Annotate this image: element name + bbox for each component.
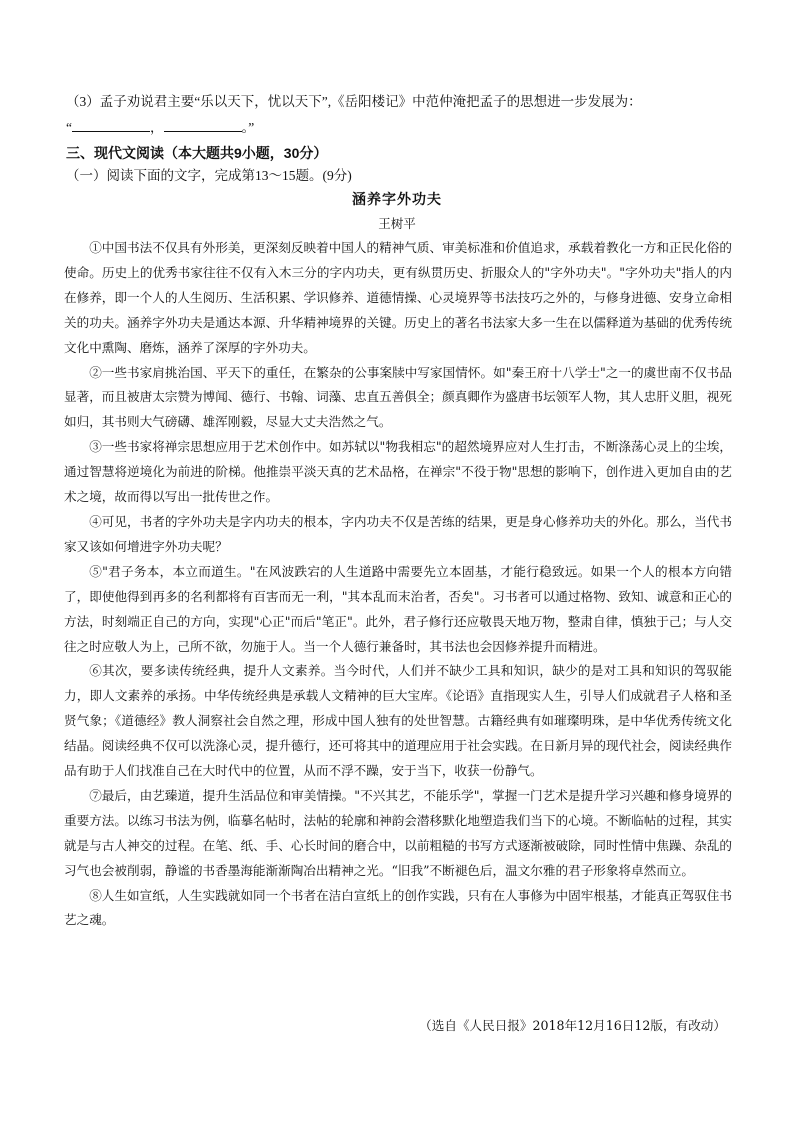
paragraph-3: ③一些书家将禅宗思想应用于艺术创作中。如苏轼以"物我相忘"的超然境界应对人生打击，不断涤荡心灵上的尘埃，通过智慧将逆境化为前进的阶梯。他推崇平淡天真的艺术品格，在禅宗"不役于物"思想的影响下，创作进入更加自由的艺术之境，故而得以写出一批传世之作。 xyxy=(64,439,732,505)
article-author: 王树平 xyxy=(378,216,416,231)
article-source: （选自《人民日报》2018年12月16日12版，有改动） xyxy=(419,1018,726,1033)
paragraph-8: ⑧人生如宣纸，人生实践就如同一个书者在洁白宣纸上的创作实践，只有在人事修为中固牢根基，才能真正驾驭住书艺之魂。 xyxy=(64,887,732,928)
question-3-prompt: （3）孟子劝说君主要“乐以天下，忧以天下”,《岳阳楼记》中范仲淹把孟子的思想进一步发展为： xyxy=(66,94,642,109)
paragraph-5: ⑤"君子务本，本立而道生。"在风波跌宕的人生道路中需要先立本固基，才能行稳致远。如果一个人的根本方向错了，即使他得到再多的名利都将有百害而无一利，"其本乱而末治者，否矣"。习书者可以通过格物、致知、诚意和正心的方法，时刻端正自己的方向，实现"心正"而后"笔正"。此外，君子修行还应敬畏天地万物，整肃自律，慎独于己；与人交往之时应敬人为上，己所不欲，勿施于人。当一个人德行兼备时，其书法也会因修养提升而精进。 xyxy=(64,563,732,654)
answer-blank-2[interactable] xyxy=(164,118,242,132)
answer-blank-1[interactable] xyxy=(72,118,150,132)
article-title: 涵养字外功夫 xyxy=(352,192,442,208)
question-3-answer-line xyxy=(66,117,736,138)
comma: ， xyxy=(150,120,164,135)
section-title: 三、现代文阅读（本大题共9小题，30分） xyxy=(66,145,328,161)
paragraph-1: ①中国书法不仅具有外形美，更深刻反映着中国人的精神气质、审美标准和价值追求，承载着教化一方和正民化俗的使命。历史上的优秀书家往往不仅有入木三分的字内功夫，更有纵贯历史、折服众人的"字外功夫"。"字外功夫"指人的内在修养，即一个人的人生阅历、生活积累、学识修养、道德情操、心灵境界等书法技巧之外的，与修身进德、安身立命相关的功夫。涵养字外功夫是通达本源、升华精神境界的关键。历史上的著名书法家大多一生在以儒释道为基础的优秀传统文化中熏陶、磨炼，涵养了深厚的字外功夫。 xyxy=(64,240,732,355)
paragraph-7: ⑦最后，由艺臻道，提升生活品位和审美情操。"不兴其艺，不能乐学"，掌握一门艺术是提升学习兴趣和修身境界的重要方法。以练习书法为例，临摹名帖时，法帖的轮廓和神韵会潜移默化地塑造我们当下的心境。不断临帖的过程，其实就是与古人神交的过程。在笔、纸、手、心长时间的磨合中，以前粗糙的书写方式逐渐被破除，同时性情中焦躁、杂乱的习气也会被削弱，静谧的书香墨海能渐渐陶冶出精神之光。“旧我”不断褪色后，温文尔雅的君子形象将卓然而立。 xyxy=(64,787,732,878)
paragraph-2: ②一些书家肩挑治国、平天下的重任，在繁杂的公事案牍中写家国情怀。如"秦王府十八学士"之一的虞世南不仅书品显著，而且被唐太宗赞为博闻、德行、书翰、词藻、忠直五善俱全；颜真卿作为盛唐书坛领军人物，其人忠肝义胆，视死如归，其书则大气磅礴、雄浑刚毅，尽显大丈夫浩然之气。 xyxy=(64,364,732,430)
close-quote: 。” xyxy=(241,120,255,135)
open-quote: “ xyxy=(66,120,72,135)
section-instruction: （一）阅读下面的文字，完成第13～15题。(9分) xyxy=(66,168,352,183)
paragraph-4: ④可见，书者的字外功夫是字内功夫的根本，字内功夫不仅是苦练的结果，更是身心修养功夫的外化。那么，当代书家又该如何增进字外功夫呢？ xyxy=(64,513,732,554)
paragraph-6: ⑥其次，要多读传统经典，提升人文素养。当今时代，人们并不缺少工具和知识，缺少的是对工具和知识的驾驭能力，即人文素养的承扬。中华传统经典是承载人文精神的巨大宝库。《论语》直指现实人生，引导人们成就君子人格和圣贤气象；《道德经》教人洞察社会自然之理，形成中国人独有的处世智慧。古籍经典有如璀璨明珠，是中华优秀传统文化结晶。阅读经典不仅可以洗涤心灵，提升德行，还可将其中的道理应用于社会实践。在日新月异的现代社会，阅读经典作品有助于人们找准自己在大时代中的位置，从而不浮不躁，安于当下，收获一份静气。 xyxy=(64,663,732,779)
article-body xyxy=(64,236,732,933)
